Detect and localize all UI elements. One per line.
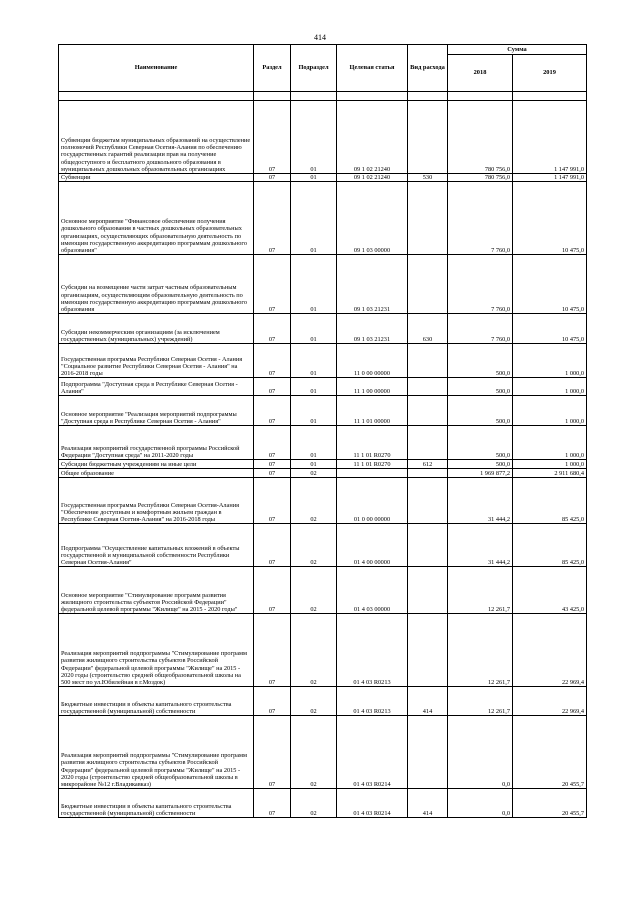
table-row — [59, 101, 587, 174]
row-expense-type: 530 — [408, 174, 448, 182]
row-name: Подпрограмма "Осуществление капитальных вложений в объекты государственной и муниципальной собственности Республики Северная Осетия-Алания" — [59, 524, 254, 567]
row-razdel: 07 — [254, 614, 291, 687]
table-row — [59, 524, 587, 567]
row-name: Субсидии бюджетным учреждениям на иные цели — [59, 460, 254, 469]
row-podrazdel: 02 — [291, 716, 337, 789]
row-name: Государственная программа Республики Северная Осетия - Алания "Социальное развитие Республики Северная Осетия - Алания" на 2016-2018 годы — [59, 344, 254, 378]
row-sum-2019: 85 425,0 — [513, 478, 587, 524]
table-row — [59, 426, 587, 460]
row-target-article: 11 1 01 00000 — [337, 396, 408, 426]
row-razdel: 07 — [254, 524, 291, 567]
row-target-article: 01 4 03 00000 — [337, 567, 408, 614]
row-sum-2018: 500,0 — [448, 344, 513, 378]
row-sum-2018: 780 756,0 — [448, 174, 513, 182]
row-name: Субвенции — [59, 174, 254, 182]
row-sum-2018: 500,0 — [448, 426, 513, 460]
row-expense-type — [408, 344, 448, 378]
header-spacer — [408, 92, 448, 101]
row-name: Государственная программа Республики Северная Осетия-Алания "Обеспечение доступным и комфортным жильем граждан в Республике Северная Осетия-Алания" на 2016-2018 годы — [59, 478, 254, 524]
row-podrazdel: 01 — [291, 182, 337, 255]
row-expense-type — [408, 716, 448, 789]
header-spacer — [448, 92, 513, 101]
row-podrazdel: 01 — [291, 460, 337, 469]
row-target-article: 11 0 00 00000 — [337, 344, 408, 378]
row-expense-type — [408, 478, 448, 524]
row-sum-2018: 0,0 — [448, 789, 513, 818]
row-name: Субсидии некоммерческим организациям (за исключением государственных (муниципальных) учреждений) — [59, 314, 254, 344]
row-sum-2018: 7 760,0 — [448, 255, 513, 314]
row-sum-2018: 0,0 — [448, 716, 513, 789]
row-sum-2018: 12 261,7 — [448, 687, 513, 716]
header-year-2018: 2018 — [448, 55, 513, 92]
row-sum-2018: 500,0 — [448, 378, 513, 396]
row-podrazdel: 02 — [291, 567, 337, 614]
row-podrazdel: 01 — [291, 174, 337, 182]
row-expense-type: 612 — [408, 460, 448, 469]
row-sum-2019: 1 000,0 — [513, 396, 587, 426]
row-podrazdel: 01 — [291, 101, 337, 174]
row-name: Субсидии на возмещение части затрат частным образовательным организациям, осуществляющим образовательную деятельность по имеющим государственную аккредитацию программам дошкольного образования — [59, 255, 254, 314]
table-row — [59, 478, 587, 524]
row-podrazdel: 01 — [291, 344, 337, 378]
row-razdel: 07 — [254, 469, 291, 478]
row-sum-2019: 22 969,4 — [513, 614, 587, 687]
row-name: Основное мероприятие "Стимулирование программ развития жилищного строительства субъектов Российской Федерации" федеральной целевой программы "Жилище" на 2015 - 2020 годы" — [59, 567, 254, 614]
row-razdel: 07 — [254, 460, 291, 469]
row-razdel: 07 — [254, 716, 291, 789]
row-razdel: 07 — [254, 567, 291, 614]
row-sum-2019: 10 475,0 — [513, 314, 587, 344]
row-razdel: 07 — [254, 396, 291, 426]
row-sum-2019: 22 969,4 — [513, 687, 587, 716]
row-razdel: 07 — [254, 174, 291, 182]
header-year-2019: 2019 — [513, 55, 587, 92]
row-sum-2019: 1 147 991,0 — [513, 101, 587, 174]
row-target-article: 01 4 03 R0214 — [337, 716, 408, 789]
row-expense-type — [408, 567, 448, 614]
row-sum-2019: 1 147 991,0 — [513, 174, 587, 182]
row-expense-type — [408, 614, 448, 687]
header-name: Наименование — [59, 45, 254, 92]
header-target-article: Целевая статья — [337, 45, 408, 92]
table-row — [59, 460, 587, 469]
header-spacer — [291, 92, 337, 101]
row-target-article: 11 1 00 00000 — [337, 378, 408, 396]
table-row — [59, 314, 587, 344]
row-sum-2018: 12 261,7 — [448, 614, 513, 687]
row-expense-type — [408, 255, 448, 314]
header-spacer — [513, 92, 587, 101]
table-row — [59, 567, 587, 614]
row-name: Основное мероприятие "Финансовое обеспечение получения дошкольного образования в частных дошкольных образовательных организациях, осуществляющих образовательную деятельность по имеющим государственную аккредитацию программам дошкольного образования" — [59, 182, 254, 255]
row-razdel: 07 — [254, 255, 291, 314]
header-spacer — [254, 92, 291, 101]
row-expense-type — [408, 396, 448, 426]
row-target-article: 11 1 01 R0270 — [337, 460, 408, 469]
row-target-article: 01 4 03 R0213 — [337, 614, 408, 687]
header-spacer — [59, 92, 254, 101]
row-target-article: 09 1 02 21240 — [337, 174, 408, 182]
row-target-article — [337, 469, 408, 478]
row-podrazdel: 01 — [291, 255, 337, 314]
row-razdel: 07 — [254, 314, 291, 344]
row-podrazdel: 02 — [291, 524, 337, 567]
row-podrazdel: 01 — [291, 396, 337, 426]
row-sum-2019: 2 911 680,4 — [513, 469, 587, 478]
row-podrazdel: 01 — [291, 378, 337, 396]
row-name: Реализация мероприятий подпрограммы "Стимулирование программ развития жилищного строительства субъектов Российской Федерации" федеральной целевой программы "Жилище" на 2015 - 2020 годы (строительство средней общеобразовательной школы в микрорайоне №12 г.Владикавказ) — [59, 716, 254, 789]
row-razdel: 07 — [254, 687, 291, 716]
header-podrazdel: Подраздел — [291, 45, 337, 92]
row-sum-2018: 1 969 877,2 — [448, 469, 513, 478]
row-podrazdel: 02 — [291, 614, 337, 687]
row-target-article: 09 1 03 21231 — [337, 314, 408, 344]
row-sum-2018: 7 760,0 — [448, 182, 513, 255]
row-name: Реализация мероприятий подпрограммы "Стимулирование программ развития жилищного строительства субъектов Российской Федерации" федеральной целевой программы "Жилище" на 2015 - 2020 годы (строительство средней общеобразовательной школы на 500 мест по ул.Юбилейная в г.Моздок) — [59, 614, 254, 687]
row-target-article: 01 0 00 00000 — [337, 478, 408, 524]
row-expense-type — [408, 469, 448, 478]
row-target-article: 01 4 00 00000 — [337, 524, 408, 567]
row-razdel: 07 — [254, 182, 291, 255]
row-target-article: 11 1 01 R0270 — [337, 426, 408, 460]
row-name: Реализация мероприятий государственной программы Российской Федерации "Доступная среда" на 2011-2020 годы — [59, 426, 254, 460]
row-podrazdel: 01 — [291, 314, 337, 344]
row-expense-type: 414 — [408, 687, 448, 716]
row-podrazdel: 01 — [291, 426, 337, 460]
row-expense-type — [408, 182, 448, 255]
header-spacer — [337, 92, 408, 101]
table-body — [59, 101, 587, 818]
header-expense-type: Вид расхода — [408, 45, 448, 92]
table-row — [59, 396, 587, 426]
row-sum-2019: 10 475,0 — [513, 255, 587, 314]
row-razdel: 07 — [254, 426, 291, 460]
row-name: Подпрограмма "Доступная среда в Республике Северная Осетия - Алания" — [59, 378, 254, 396]
row-sum-2018: 12 261,7 — [448, 567, 513, 614]
row-razdel: 07 — [254, 101, 291, 174]
row-sum-2018: 7 760,0 — [448, 314, 513, 344]
row-razdel: 07 — [254, 378, 291, 396]
table-row — [59, 378, 587, 396]
row-sum-2019: 10 475,0 — [513, 182, 587, 255]
row-podrazdel: 02 — [291, 478, 337, 524]
row-sum-2018: 780 756,0 — [448, 101, 513, 174]
table-row — [59, 344, 587, 378]
row-expense-type — [408, 101, 448, 174]
row-razdel: 07 — [254, 789, 291, 818]
row-podrazdel: 02 — [291, 687, 337, 716]
row-podrazdel: 02 — [291, 469, 337, 478]
row-sum-2019: 20 455,7 — [513, 716, 587, 789]
row-expense-type: 414 — [408, 789, 448, 818]
row-target-article: 09 1 03 00000 — [337, 182, 408, 255]
table-row — [59, 255, 587, 314]
row-sum-2019: 1 000,0 — [513, 460, 587, 469]
row-name: Основное мероприятие "Реализация мероприятий подпрограммы "Доступная среда в Республике Северная Осетия - Алания" — [59, 396, 254, 426]
row-name: Бюджетные инвестиции в объекты капитального строительства государственной (муниципальной) собственности — [59, 687, 254, 716]
row-sum-2019: 1 000,0 — [513, 378, 587, 396]
row-expense-type: 630 — [408, 314, 448, 344]
table-row — [59, 789, 587, 818]
table-row — [59, 687, 587, 716]
row-target-article: 09 1 02 21240 — [337, 101, 408, 174]
table-row — [59, 174, 587, 182]
row-target-article: 01 4 03 R0213 — [337, 687, 408, 716]
table-row — [59, 716, 587, 789]
row-sum-2018: 500,0 — [448, 396, 513, 426]
row-razdel: 07 — [254, 478, 291, 524]
row-expense-type — [408, 378, 448, 396]
row-sum-2019: 20 455,7 — [513, 789, 587, 818]
row-sum-2019: 85 425,0 — [513, 524, 587, 567]
row-sum-2019: 43 425,0 — [513, 567, 587, 614]
row-sum-2018: 31 444,2 — [448, 478, 513, 524]
header-razdel: Раздел — [254, 45, 291, 92]
row-sum-2019: 1 000,0 — [513, 344, 587, 378]
row-sum-2018: 31 444,2 — [448, 524, 513, 567]
row-expense-type — [408, 426, 448, 460]
row-sum-2019: 1 000,0 — [513, 426, 587, 460]
table-row — [59, 614, 587, 687]
row-name: Бюджетные инвестиции в объекты капитального строительства государственной (муниципальной) собственности — [59, 789, 254, 818]
row-razdel: 07 — [254, 344, 291, 378]
row-name: Общее образование — [59, 469, 254, 478]
row-target-article: 09 1 03 21231 — [337, 255, 408, 314]
page-number: 414 — [314, 33, 326, 42]
row-target-article: 01 4 03 R0214 — [337, 789, 408, 818]
row-podrazdel: 02 — [291, 789, 337, 818]
row-name: Субвенции бюджетам муниципальных образований на осуществление полномочий Республики Северная Осетия-Алания по обеспечению государственных гарантий реализации прав на получение общедоступного и бесплатного дошкольного образования в муниципальных дошкольных образовательных организациях — [59, 101, 254, 174]
table-row — [59, 469, 587, 478]
row-sum-2018: 500,0 — [448, 460, 513, 469]
budget-table — [58, 44, 587, 818]
header-sum: Сумма — [448, 45, 587, 55]
row-expense-type — [408, 524, 448, 567]
table-row — [59, 182, 587, 255]
